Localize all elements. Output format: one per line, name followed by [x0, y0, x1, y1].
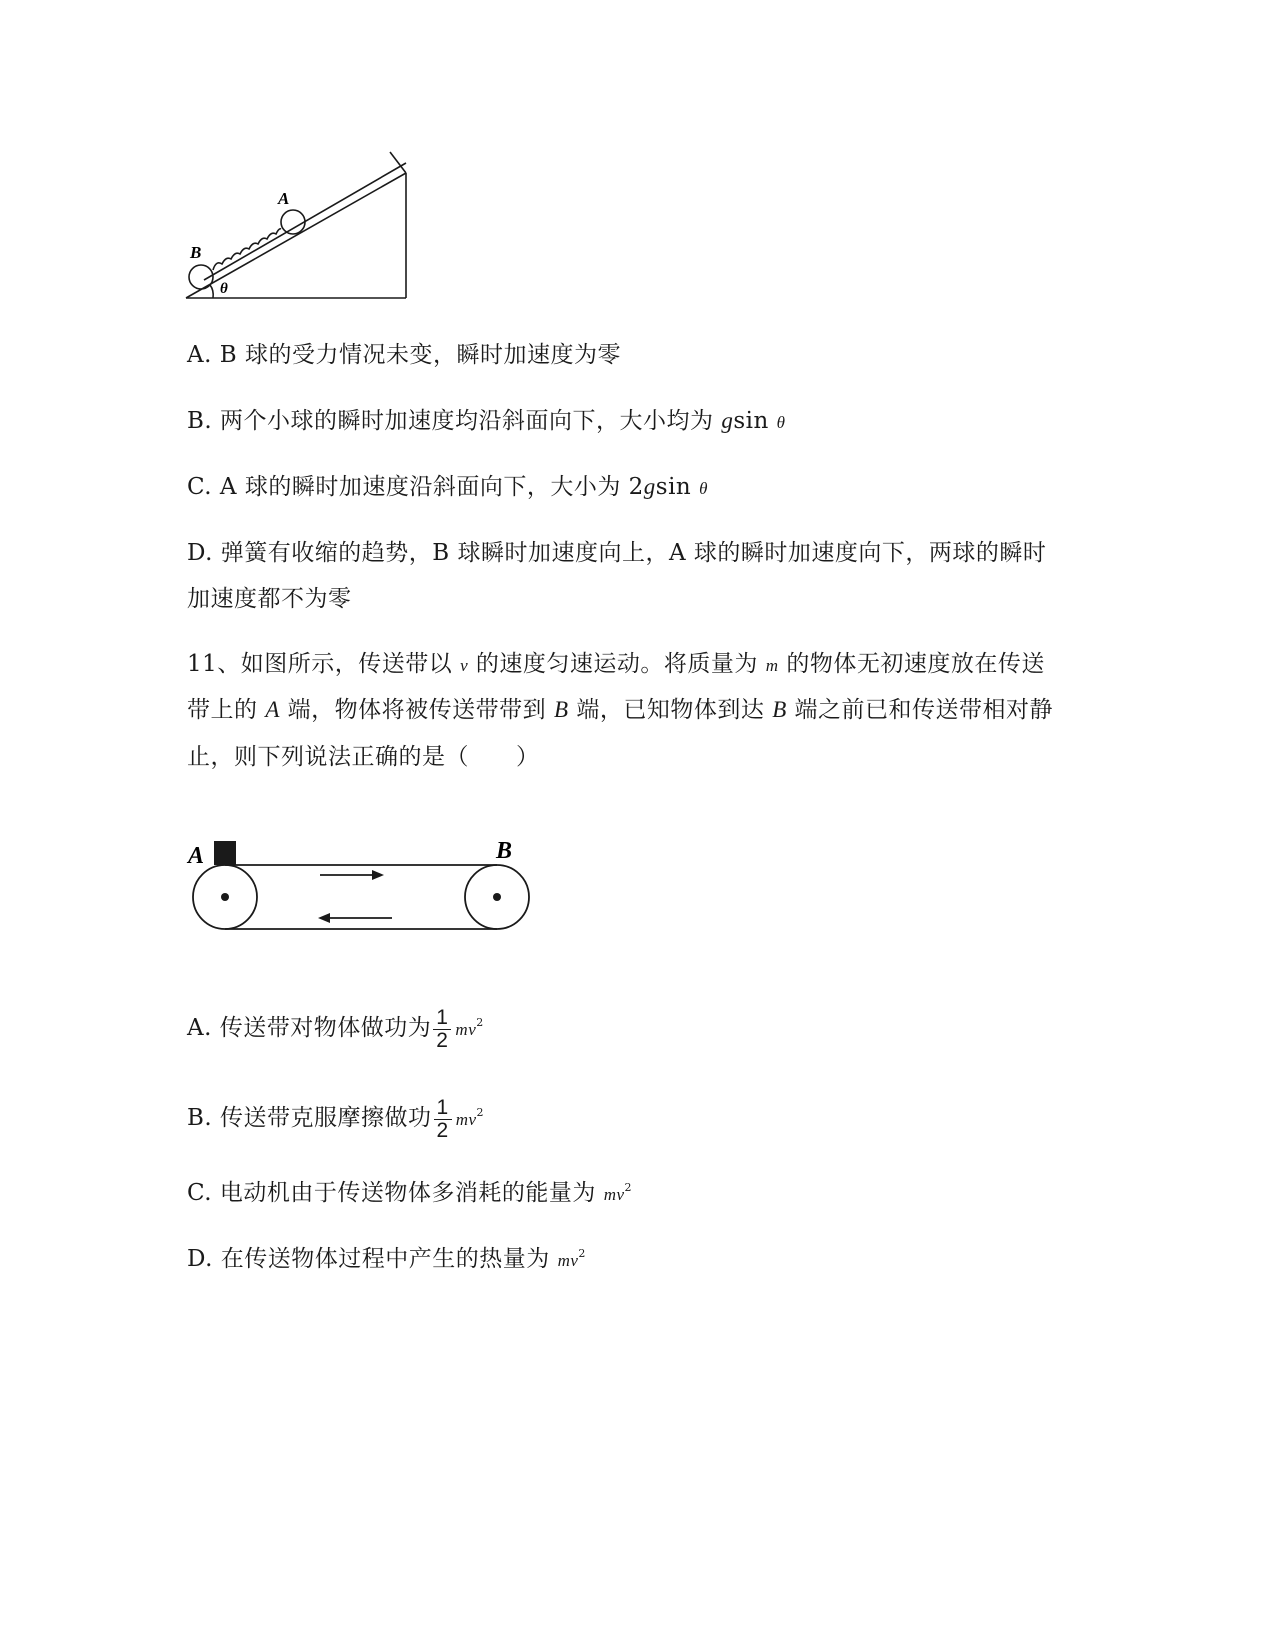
theta-arc: [210, 285, 213, 298]
q11-option-b-exp: 2: [476, 1106, 485, 1119]
q11-stem-line3-text: 止，则下列说法正确的是（ ）: [187, 744, 540, 770]
q11-option-a-mv: mv: [455, 1020, 477, 1039]
q11-stem-line2-p4: 端之前已和传送带相对静: [786, 697, 1054, 723]
q11-stem-line2: [187, 695, 1053, 725]
q10-option-d-line2-text: 加速度都不为零: [187, 586, 352, 612]
q10-option-c-sin: sin: [655, 474, 700, 500]
q11-stem-line1-p3: 的物体无初速度放在传送: [778, 651, 1045, 677]
q10-option-d-line1: [187, 538, 1046, 568]
q11-stem-a: A: [265, 697, 280, 722]
arrow-right-head: [372, 870, 384, 880]
block-object: [214, 841, 236, 865]
q11-stem-line1-p2: 的速度匀速运动。将质量为: [468, 651, 766, 677]
q11-stem-line1: [187, 649, 1045, 681]
fraction-numerator: 1: [433, 1007, 451, 1030]
q11-option-b: [187, 1090, 484, 1143]
q11-option-b-mv: mv: [455, 1110, 477, 1129]
right-pulley-axle: [493, 893, 501, 901]
q10-option-c: [187, 472, 708, 504]
q10-option-b-theta: θ: [776, 413, 786, 432]
q10-option-d-line1-text: D. 弹簧有收缩的趋势，B 球瞬时加速度向上，A 球的瞬时加速度向下，两球的瞬时: [187, 540, 1047, 566]
arrow-left-head: [318, 913, 330, 923]
q11-stem-line2-p1: 带上的: [187, 697, 266, 723]
conveyor-label-b: B: [496, 838, 513, 864]
q11-stem-line2-p3: 端，已知物体到达: [568, 697, 773, 723]
q10-option-a-text: A. B 球的受力情况未变，瞬时加速度为零: [187, 342, 621, 368]
q11-stem-line2-p2: 端，物体将被传送带带到: [279, 697, 554, 723]
q11-option-a-fraction: [433, 1007, 451, 1052]
fraction-numerator: 1: [434, 1097, 452, 1120]
incline-figure: [180, 140, 420, 310]
q11-option-b-fraction: [434, 1097, 452, 1142]
q11-option-d: [187, 1239, 586, 1276]
q11-option-a-exp: 2: [476, 1016, 484, 1029]
q11-stem-line3: [187, 742, 540, 772]
q11-option-b-prefix: B. 传送带克服摩擦做功: [187, 1105, 432, 1131]
q11-option-c-prefix: C. 电动机由于传送物体多消耗的能量为: [187, 1180, 604, 1206]
q11-option-a-prefix: A. 传送带对物体做功为: [187, 1015, 432, 1041]
q11-option-d-exp: 2: [578, 1247, 586, 1260]
conveyor-figure: [180, 826, 550, 946]
q11-stem-b: B: [554, 697, 569, 722]
q10-option-a: [187, 340, 621, 370]
q10-option-b-sin: sin: [733, 408, 777, 434]
label-theta: θ: [220, 281, 228, 297]
q11-option-c-exp: 2: [624, 1181, 633, 1194]
q10-option-d-line2: [187, 584, 352, 614]
q11-option-d-prefix: D. 在传送物体过程中产生的热量为: [187, 1246, 558, 1272]
q10-option-b: [187, 406, 786, 438]
q11-option-a: [187, 1000, 484, 1053]
q11-stem-m: m: [765, 656, 779, 675]
q11-stem-v: v: [460, 656, 469, 675]
ball-a: [281, 210, 305, 234]
label-a: A: [278, 189, 290, 208]
fraction-denominator: 2: [436, 1118, 449, 1142]
q11-stem-b2: B: [772, 697, 787, 722]
conveyor-label-a: A: [188, 843, 205, 869]
q10-option-c-theta: θ: [699, 479, 708, 498]
q11-option-c: [187, 1173, 632, 1210]
left-pulley-axle: [221, 893, 229, 901]
q10-option-c-prefix: C. A 球的瞬时加速度沿斜面向下，大小为 2: [187, 474, 644, 500]
q11-option-c-mv: mv: [603, 1185, 625, 1204]
q10-option-b-prefix: B. 两个小球的瞬时加速度均沿斜面向下，大小均为: [187, 408, 722, 434]
fraction-denominator: 2: [436, 1028, 449, 1052]
q10-option-c-g: g: [643, 474, 656, 499]
q10-option-b-g: g: [721, 408, 734, 433]
q11-option-d-mv: mv: [557, 1251, 579, 1270]
label-b: B: [190, 243, 202, 262]
incline-top-edge: [390, 152, 406, 173]
incline-surface: [186, 173, 406, 298]
q11-stem-line1-p1: 11、如图所示，传送带以: [187, 651, 461, 677]
